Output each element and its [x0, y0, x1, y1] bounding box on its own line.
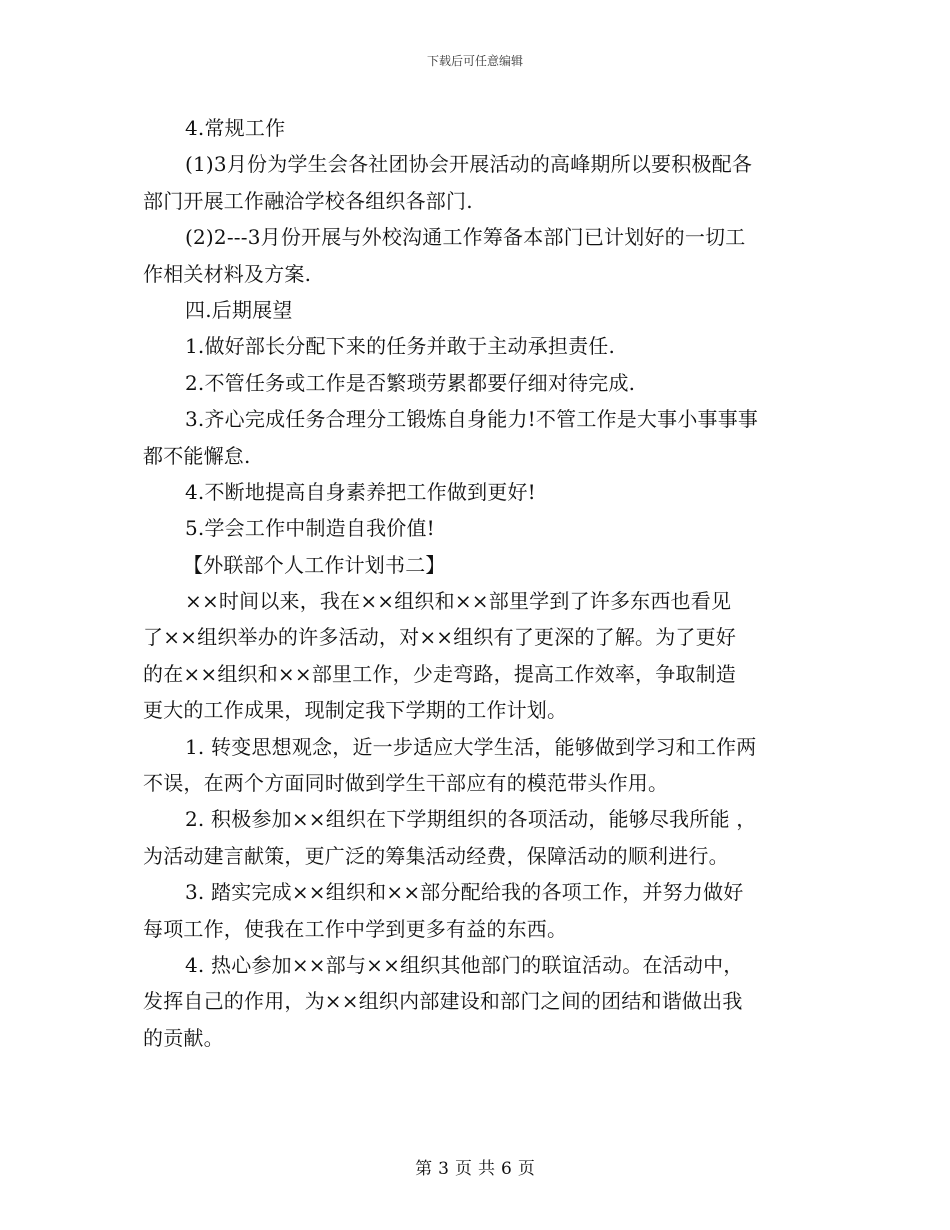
page-total: 6: [501, 1159, 512, 1179]
list-item-continuation: 不误，在两个方面同时做到学生干部应有的模范带头作用。: [143, 771, 669, 796]
paragraph-line: 更大的工作成果，现制定我下学期的工作计划。: [143, 698, 568, 723]
list-item: 2. 积极参加××组织在下学期组织的各项活动，能够尽我所能 ，: [185, 807, 757, 832]
section-title: 【外联部个人工作计划书二】: [183, 552, 446, 577]
list-item: 2.不管任务或工作是否繁琐劳累都要仔细对待完成.: [185, 370, 636, 395]
list-item-continuation: 的贡献。: [143, 1025, 224, 1050]
list-item-continuation: 为活动建言献策，更广泛的筹集活动经费，保障活动的顺利进行。: [143, 843, 729, 868]
section-heading: 四.后期展望: [185, 297, 293, 322]
paragraph-line: 部门开展工作融洽学校各组织各部门.: [143, 188, 473, 213]
paragraph-line: 的在××组织和××部里工作，少走弯路，提高工作效率，争取制造: [143, 661, 737, 686]
list-item: 5.学会工作中制造自我价值!: [185, 516, 435, 541]
list-item: 3. 踏实完成××组织和××部分配给我的各项工作，并努力做好: [185, 880, 744, 905]
list-item-continuation: 都不能懈怠.: [143, 443, 251, 468]
page-prefix: 第: [415, 1159, 433, 1179]
document-body: [143, 110, 809, 1056]
paragraph-line: 了××组织举办的许多活动，对××组织有了更深的了解。为了更好: [143, 625, 737, 650]
paragraph-line: 作相关材料及方案.: [143, 261, 312, 286]
list-item: 4. 热心参加××部与××组织其他部门的联谊活动。在活动中，: [185, 952, 744, 977]
list-item-continuation: 发挥自己的作用，为××组织内部建设和部门之间的团结和谐做出我: [143, 989, 743, 1014]
paragraph-line: 4.常规工作: [185, 116, 286, 140]
page-footer: [0, 1154, 950, 1179]
page-number: 3: [438, 1159, 449, 1179]
paragraph-line: (1)3月份为学生会各社团协会开展活动的高峰期所以要积极配各: [185, 152, 753, 177]
list-item: 4.不断地提高自身素养把工作做到更好!: [185, 479, 536, 504]
page-total-unit: 页: [517, 1159, 535, 1179]
list-item-continuation: 每项工作，使我在工作中学到更多有益的东西。: [143, 916, 568, 941]
paragraph-line: ××时间以来，我在××组织和××部里学到了许多东西也看见: [185, 589, 732, 614]
page-total-prefix: 共: [478, 1159, 495, 1179]
page-unit: 页: [455, 1159, 472, 1179]
list-item: 1.做好部长分配下来的任务并敢于主动承担责任.: [185, 334, 616, 359]
page-header: 下载后可任意编辑: [426, 54, 523, 68]
list-item: 3.齐心完成任务合理分工锻炼自身能力!不管工作是大事小事事事: [185, 407, 759, 432]
paragraph-line: (2)2---3月份开展与外校沟通工作筹备本部门已计划好的一切工: [185, 225, 746, 250]
list-item: 1. 转变思想观念，近一步适应大学生活，能够做到学习和工作两: [185, 734, 757, 759]
